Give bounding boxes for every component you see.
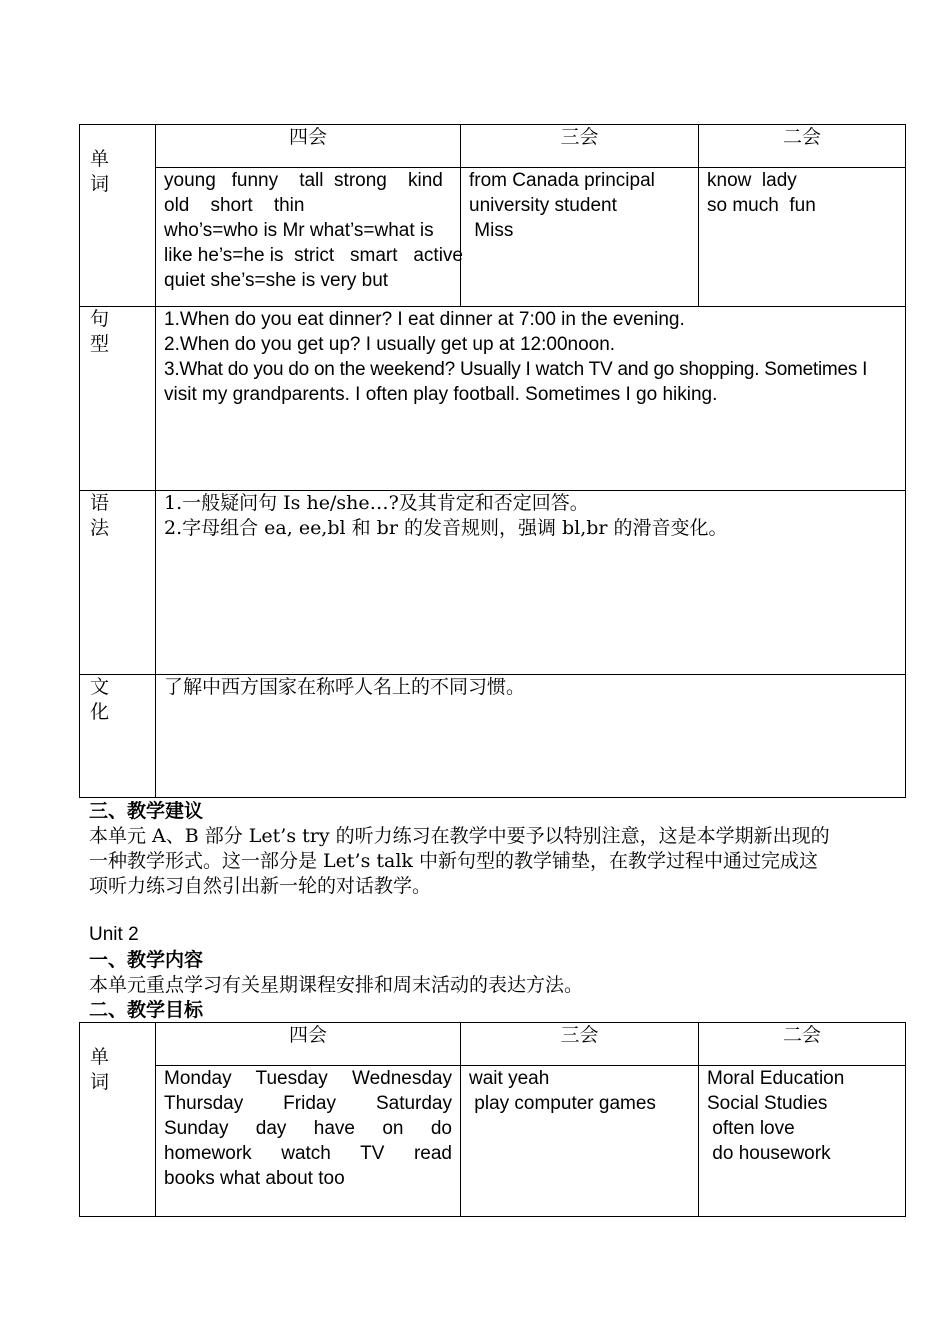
word-line: Miss bbox=[469, 220, 514, 241]
row-label-words bbox=[80, 1023, 156, 1217]
sentence-line: visit my grandparents. I often play football. Sometimes I go hiking. bbox=[164, 384, 718, 405]
sentences-cell bbox=[156, 307, 906, 491]
row-label-culture bbox=[80, 675, 156, 798]
word-line: Moral Education bbox=[707, 1068, 845, 1089]
word-line: young funny tall strong kind bbox=[164, 170, 443, 191]
row-label-words bbox=[80, 125, 156, 307]
sentence-line: 2.When do you get up? I usually get up at 12:00noon. bbox=[164, 334, 616, 355]
header-three-skills: 三会 bbox=[461, 125, 699, 168]
word-line: books what about too bbox=[164, 1168, 345, 1189]
culture-cell bbox=[156, 675, 906, 798]
word-line: homework watch TV read bbox=[164, 1143, 452, 1164]
sentence-line: 1.When do you eat dinner? I eat dinner at 7:00 in the evening. bbox=[164, 309, 685, 330]
word-line: old short thin bbox=[164, 195, 305, 216]
grammar-line: 2.字母组合 ea, ee,bl 和 br 的发音规则，强调 bl,br 的滑音变化。 bbox=[164, 517, 728, 539]
vocabulary-table-unit1 bbox=[79, 124, 906, 798]
paragraph-line: 项听力练习自然引出新一轮的对话教学。 bbox=[89, 875, 432, 897]
row-label-sentences bbox=[80, 307, 156, 491]
words-four-skills bbox=[156, 1066, 461, 1217]
vocabulary-table-unit2 bbox=[79, 1022, 906, 1217]
label-char: 词 bbox=[90, 173, 110, 195]
words-four-skills bbox=[156, 168, 461, 307]
word-line: university student bbox=[469, 195, 617, 216]
label-char: 语 bbox=[90, 492, 110, 514]
word-line: Thursday Friday Saturday bbox=[164, 1093, 452, 1114]
header-three-skills: 三会 bbox=[461, 1023, 699, 1066]
row-label-grammar bbox=[80, 491, 156, 675]
word-line: quiet she’s=she is very but bbox=[164, 270, 389, 291]
label-char: 句 bbox=[90, 308, 110, 330]
section-heading-objectives: 二、教学目标 bbox=[89, 999, 204, 1021]
word-line: from Canada principal bbox=[469, 170, 655, 191]
paragraph-line: 一种教学形式。这一部分是 Let’s talk 中新句型的教学铺垫，在教学过程中通过完成这 bbox=[89, 850, 818, 872]
word-line: Sunday day have on do bbox=[164, 1118, 452, 1139]
label-char: 法 bbox=[90, 517, 110, 539]
paragraph-line: 本单元重点学习有关星期课程安排和周末活动的表达方法。 bbox=[89, 974, 584, 996]
grammar-cell bbox=[156, 491, 906, 675]
label-char: 词 bbox=[90, 1071, 110, 1093]
label-char: 单 bbox=[90, 1046, 110, 1068]
header-two-skills: 二会 bbox=[699, 125, 906, 168]
word-line: often love bbox=[707, 1118, 795, 1139]
grammar-line: 1.一般疑问句 Is he/she…?及其肯定和否定回答。 bbox=[164, 492, 589, 514]
label-char: 文 bbox=[90, 676, 110, 698]
section-heading-teaching-suggestions: 三、教学建议 bbox=[89, 800, 204, 822]
words-two-skills bbox=[699, 1066, 906, 1217]
word-line: Social Studies bbox=[707, 1093, 828, 1114]
label-char: 型 bbox=[90, 333, 110, 355]
culture-line: 了解中西方国家在称呼人名上的不同习惯。 bbox=[164, 676, 526, 698]
word-line: know lady bbox=[707, 170, 797, 191]
word-line: like he’s=he is strict smart active bbox=[164, 245, 463, 266]
header-four-skills: 四会 bbox=[156, 1023, 461, 1066]
word-line: play computer games bbox=[469, 1093, 656, 1114]
header-two-skills: 二会 bbox=[699, 1023, 906, 1066]
word-line: who’s=who is Mr what’s=what is bbox=[164, 220, 434, 241]
header-four-skills: 四会 bbox=[156, 125, 461, 168]
words-three-skills bbox=[461, 168, 699, 307]
words-three-skills bbox=[461, 1066, 699, 1217]
words-two-skills bbox=[699, 168, 906, 307]
sentence-line: 3.What do you do on the weekend? Usually I watch TV and go shopping. Sometimes I bbox=[164, 359, 868, 380]
label-char: 化 bbox=[90, 701, 110, 723]
word-line: do housework bbox=[707, 1143, 831, 1164]
paragraph-line: 本单元 A、B 部分 Let’s try 的听力练习在教学中要予以特别注意，这是本学期新出现的 bbox=[89, 825, 830, 847]
word-line: wait yeah bbox=[469, 1068, 550, 1089]
section-heading-content: 一、教学内容 bbox=[89, 949, 204, 971]
word-line: so much fun bbox=[707, 195, 816, 216]
word-line: Monday Tuesday Wednesday bbox=[164, 1068, 452, 1089]
unit-title: Unit 2 bbox=[89, 924, 139, 945]
label-char: 单 bbox=[90, 148, 110, 170]
